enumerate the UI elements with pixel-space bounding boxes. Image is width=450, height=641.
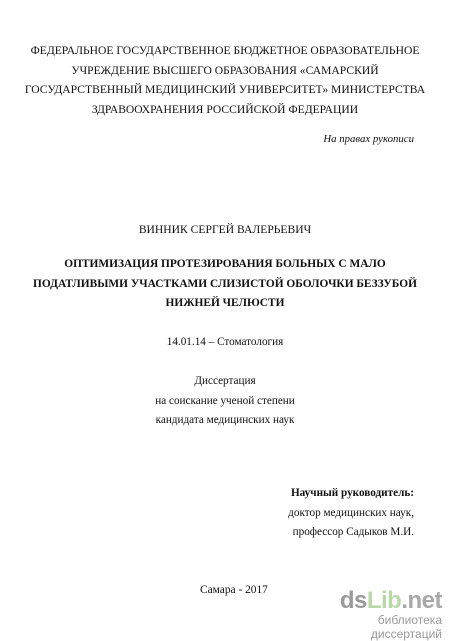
logo-part-net: .net [401,587,442,614]
supervisor-line: доктор медицинских наук, [288,506,414,519]
dslib-watermark [312,589,442,641]
header-line: УЧРЕЖДЕНИЕ ВЫСШЕГО ОБРАЗОВАНИЯ «САМАРСКИЙ [71,63,379,77]
city-year: Самара - 2017 [200,584,268,596]
logo-part-ds: ds [339,587,367,614]
title-line: ПОДАТЛИВЫМИ УЧАСТКАМИ СЛИЗИСТОЙ ОБОЛОЧКИ БЕЗЗУБОЙ [33,277,417,290]
manuscript-rights-note: На правах рукописи [323,133,414,145]
supervisor-heading: Научный руководитель: [290,487,414,499]
organization-header [0,41,450,119]
logo-part-lib: Lib [366,587,402,614]
watermark-subtitle: библиотека диссертаций [370,613,442,641]
header-line: ГОСУДАРСТВЕННЫЙ МЕДИЦИНСКИЙ УНИВЕРСИТЕТ» МИНИСТЕРСТВА [24,83,426,96]
degree-line: кандидата медицинских наук [155,414,295,426]
header-line: ЗДРАВООХРАНЕНИЯ РОССИЙСКОЙ ФЕДЕРАЦИИ [91,102,359,116]
degree-line: на соискание ученой степени [155,394,295,407]
header-line: ФЕДЕРАЛЬНОЕ ГОСУДАРСТВЕННОЕ БЮДЖЕТНОЕ ОБРАЗОВАТЕЛЬНОЕ [30,44,420,57]
dissertation-title [0,255,450,314]
title-line: ОПТИМИЗАЦИЯ ПРОТЕЗИРОВАНИЯ БОЛЬНЫХ С МАЛО [64,258,386,270]
degree-statement [0,372,450,431]
dslib-logo [312,589,442,613]
supervisor-line: профессор Садыков М.И. [292,526,414,538]
degree-line: Диссертация [194,375,256,387]
specialty-code: 14.01.14 – Стоматология [166,336,284,348]
author-name: ВИННИК СЕРГЕЙ ВАЛЕРЬЕВИЧ [138,223,312,236]
supervisor-block [214,484,414,543]
title-line: НИЖНЕЙ ЧЕЛЮСТИ [165,297,285,309]
